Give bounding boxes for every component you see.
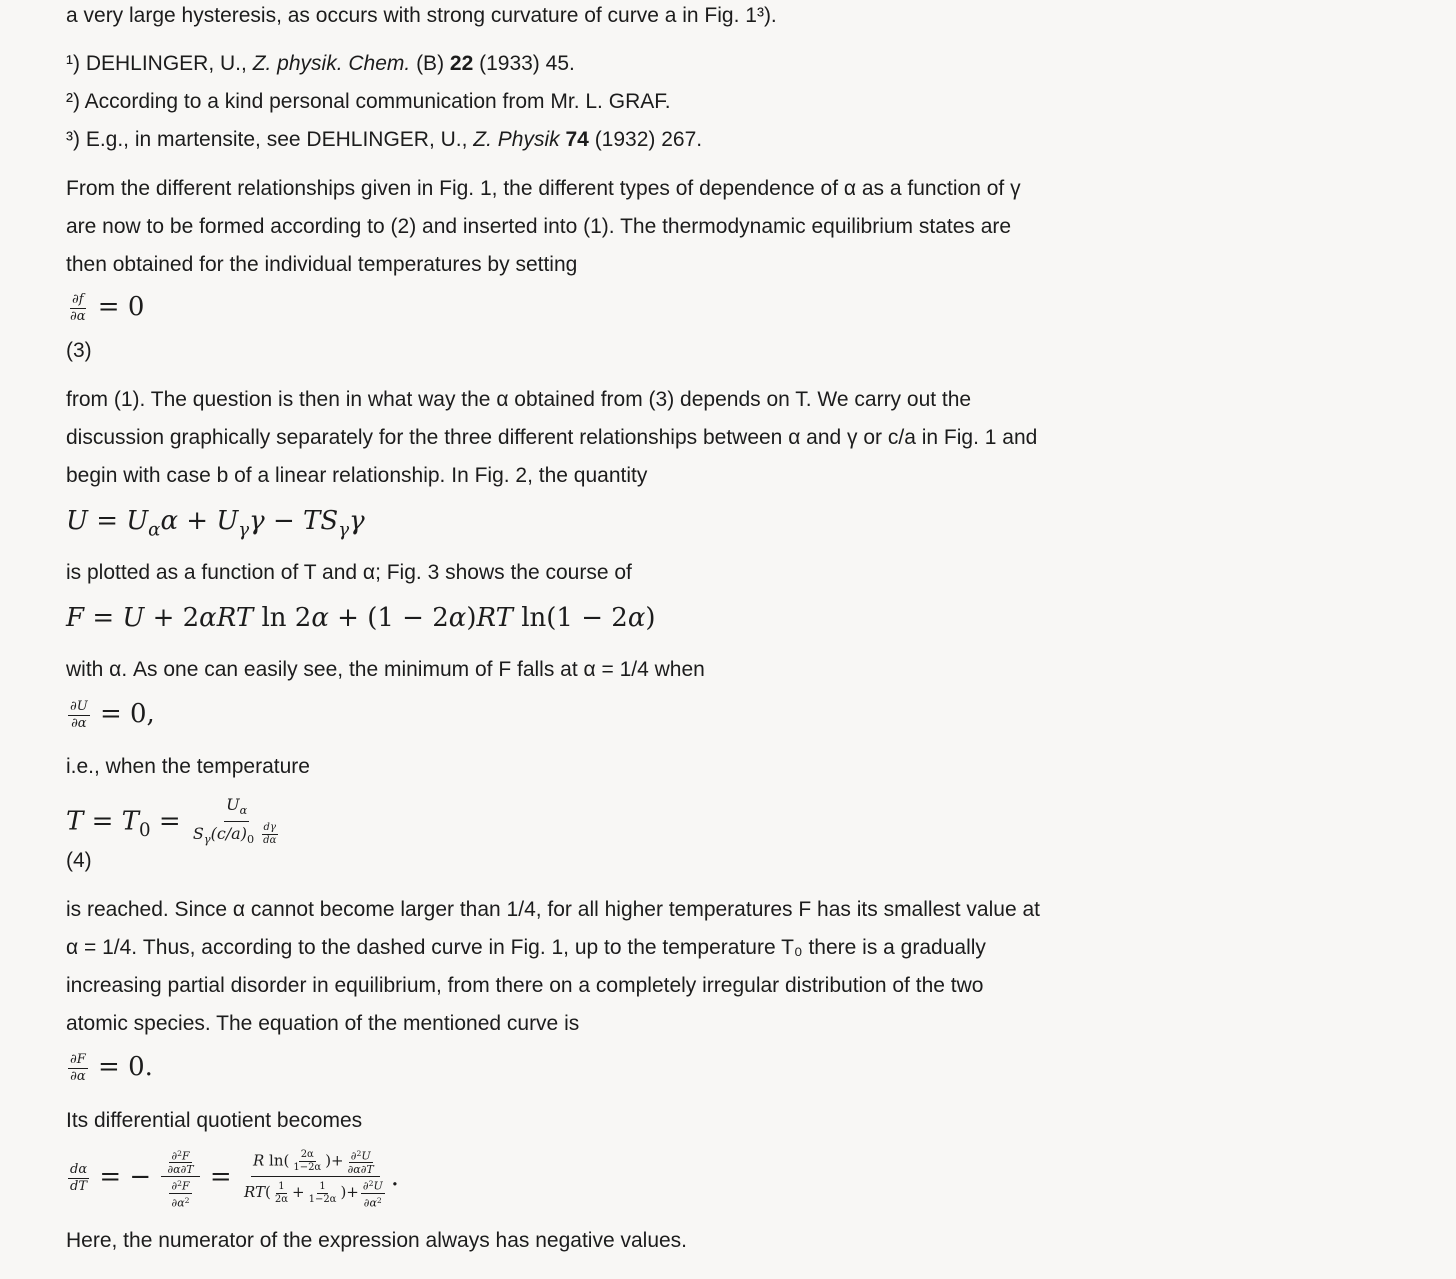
equation-label: (4): [66, 849, 92, 872]
volume-number: 74: [565, 128, 589, 151]
paragraph-line: is reached. Since α cannot become larger than 1/4, for all higher temperatures F has its smallest value at: [66, 898, 1040, 921]
equation-F: F = U + 2αRT ln 2α + (1 − 2α)RT ln(1 − 2α): [66, 603, 656, 633]
journal-name: Z. physik. Chem.: [252, 52, 411, 75]
footnote-1: [66, 49, 575, 79]
footnote-text: (1932) 267.: [588, 128, 703, 151]
paragraph-line: i.e., when the temperature: [66, 755, 310, 778]
paragraph-line: are now to be formed according to (2) and inserted into (1). The thermodynamic equilibrium states are: [66, 215, 1012, 238]
paragraph-line: discussion graphically separately for the three different relationships between α and γ or c/a in Fig. 1 and: [66, 426, 1038, 449]
equation-label: (3): [66, 339, 92, 362]
equation-3: $\frac{\partial f}{\partial\alpha}$ = 0: [70, 291, 145, 324]
footnote-text: (B): [410, 52, 450, 75]
paragraph-line: increasing partial disorder in equilibrium, from there on a completely irregular distribution of the two: [66, 974, 984, 997]
paragraph-line: Here, the numerator of the expression always has negative values.: [66, 1229, 688, 1252]
footnote-text: ¹) DEHLINGER, U.,: [66, 52, 253, 75]
footnote-2: ²) According to a kind personal communication from Mr. L. GRAF.: [66, 90, 671, 113]
equation-dF: $\frac{\partial F}{\partial\alpha}$ = 0.: [70, 1051, 153, 1084]
paragraph-line: From the different relationships given in Fig. 1, the different types of dependence of α as a function of γ: [66, 177, 1021, 200]
paragraph-line: a very large hysteresis, as occurs with strong curvature of curve a in Fig. 1³).: [66, 4, 777, 27]
volume-number: 22: [449, 52, 474, 75]
paragraph-line: from (1). The question is then in what way the α obtained from (3) depends on T. We carry out the: [66, 388, 972, 411]
footnote-text: (1933) 45.: [473, 52, 575, 75]
equation-differential: $\frac{d\alpha}{dT}$ = − $\frac{\frac{\partial^2F}{\partial\alpha\partial T}}{\frac{\partial^2F}{\partial\alpha^2}}$ = R ln( $\frac{2\alpha}{1-2\alpha}$ )+ $\frac{\partial^2U}{\partial\alpha\partial T}$ RT( $\frac{1}{2\alpha}$ + $\frac{1}{1-2\alpha}$ )+ $\frac{\partial^2U}{\partial\alpha^2}$ .: [70, 1149, 400, 1210]
footnote-text: ³) E.g., in martensite, see DEHLINGER, U.,: [66, 128, 474, 151]
equation-U: $U = U_\alpha\alpha + U_\gamma\gamma - TS_\gamma\gamma$: [66, 506, 365, 541]
journal-name: Z. Physik: [473, 128, 560, 151]
paragraph-line: α = 1/4. Thus, according to the dashed curve in Fig. 1, up to the temperature T₀ there is a gradually: [66, 936, 986, 959]
paragraph-line: then obtained for the individual temperatures by setting: [66, 253, 578, 276]
paragraph-line: begin with case b of a linear relationship. In Fig. 2, the quantity: [66, 464, 648, 487]
paragraph-line: with α. As one can easily see, the minimum of F falls at α = 1/4 when: [66, 658, 705, 681]
paragraph-line: Its differential quotient becomes: [66, 1109, 363, 1132]
equation-4: $T = T_0$ = $U_\alpha$ $S_\gamma(c/a)_0$ $\frac{d\gamma}{d\alpha}$: [66, 795, 277, 846]
paragraph-line: atomic species. The equation of the mentioned curve is: [66, 1012, 580, 1035]
equation-dU: $\frac{\partial U}{\partial\alpha}$ = 0,: [70, 698, 155, 731]
footnote-3: [66, 125, 702, 155]
paragraph-line: is plotted as a function of T and α; Fig. 3 shows the course of: [66, 561, 632, 584]
